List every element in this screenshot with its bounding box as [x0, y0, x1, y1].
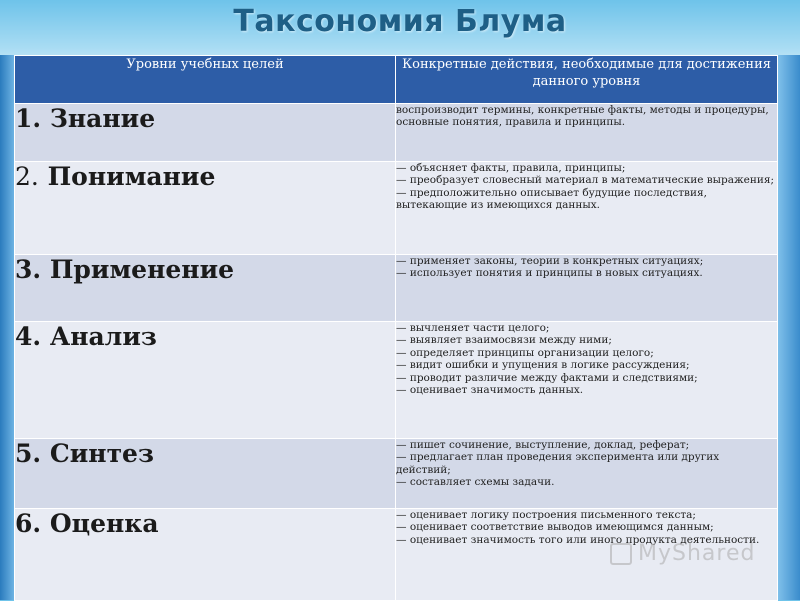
actions-cell — [396, 104, 778, 162]
action-item: — пишет сочинение, выступление, доклад, реферат; — [396, 439, 690, 451]
level-cell — [15, 322, 396, 439]
action-item: — определяет принципы организации целого; — [396, 346, 654, 359]
right-decor-stripe — [778, 55, 800, 600]
action-item: — составляет схемы задачи. — [396, 476, 555, 489]
level-name: Знание — [49, 104, 156, 133]
presentation-icon — [610, 543, 632, 565]
header-levels: Уровни учебных целей — [15, 56, 396, 104]
taxonomy-table — [14, 55, 778, 601]
level-number: 5. — [15, 439, 42, 468]
table-row — [15, 322, 778, 439]
action-item: — оценивает значимость того или иного продукта деятельности. — [396, 533, 760, 546]
table-row — [15, 439, 778, 509]
action-item: — проводит различие между фактами и следствиями; — [396, 371, 698, 384]
action-item: воспроизводит термины, конкретные факты, методы и процедуры, основные понятия, правила и принципы. — [396, 104, 769, 129]
table-row — [15, 104, 778, 162]
action-item: — выявляет взаимосвязи между ними; — [396, 334, 612, 347]
level-name: Анализ — [49, 322, 157, 351]
actions-cell — [396, 162, 778, 255]
action-item: — оценивает соответствие выводов имеющимся данным; — [396, 521, 714, 534]
action-item: — применяет законы, теории в конкретных ситуациях; — [396, 255, 704, 267]
level-cell — [15, 509, 396, 601]
level-name: Синтез — [49, 439, 154, 468]
level-cell — [15, 162, 396, 255]
action-item: — видит ошибки и упущения в логике рассуждения; — [396, 359, 690, 372]
action-item: — предположительно описывает будущие последствия, вытекающие из имеющихся данных. — [396, 186, 707, 212]
actions-cell — [396, 255, 778, 322]
table-header-row — [15, 56, 778, 104]
action-item: — объясняет факты, правила, принципы; — [396, 162, 626, 174]
actions-cell — [396, 322, 778, 439]
table-row — [15, 255, 778, 322]
actions-cell — [396, 439, 778, 509]
level-number: 2. — [15, 162, 39, 191]
page-title: Таксономия Блума — [233, 4, 567, 39]
header-actions: Конкретные действия, необходимые для достижения данного уровня — [396, 56, 778, 104]
left-decor-stripe — [0, 55, 14, 600]
action-item: — оценивает логику построения письменного текста; — [396, 509, 696, 521]
level-number: 6. — [15, 509, 42, 538]
level-cell — [15, 439, 396, 509]
level-name: Оценка — [49, 509, 159, 538]
level-number: 1. — [15, 104, 42, 133]
level-name: Понимание — [47, 162, 216, 191]
action-item: — оценивает значимость данных. — [396, 384, 584, 397]
level-number: 4. — [15, 322, 42, 351]
level-number: 3. — [15, 255, 42, 284]
level-cell — [15, 104, 396, 162]
watermark-text: MyShared — [638, 541, 756, 566]
watermark — [610, 541, 755, 566]
action-item: — предлагает план проведения эксперимента или других действий; — [396, 451, 720, 476]
table-row — [15, 162, 778, 255]
level-cell — [15, 255, 396, 322]
action-item: — преобразует словесный материал в математические выражения; — [396, 174, 775, 187]
action-item: — вычленяет части целого; — [396, 322, 550, 334]
level-name: Применение — [49, 255, 235, 284]
action-item: — использует понятия и принципы в новых ситуациях. — [396, 267, 703, 280]
